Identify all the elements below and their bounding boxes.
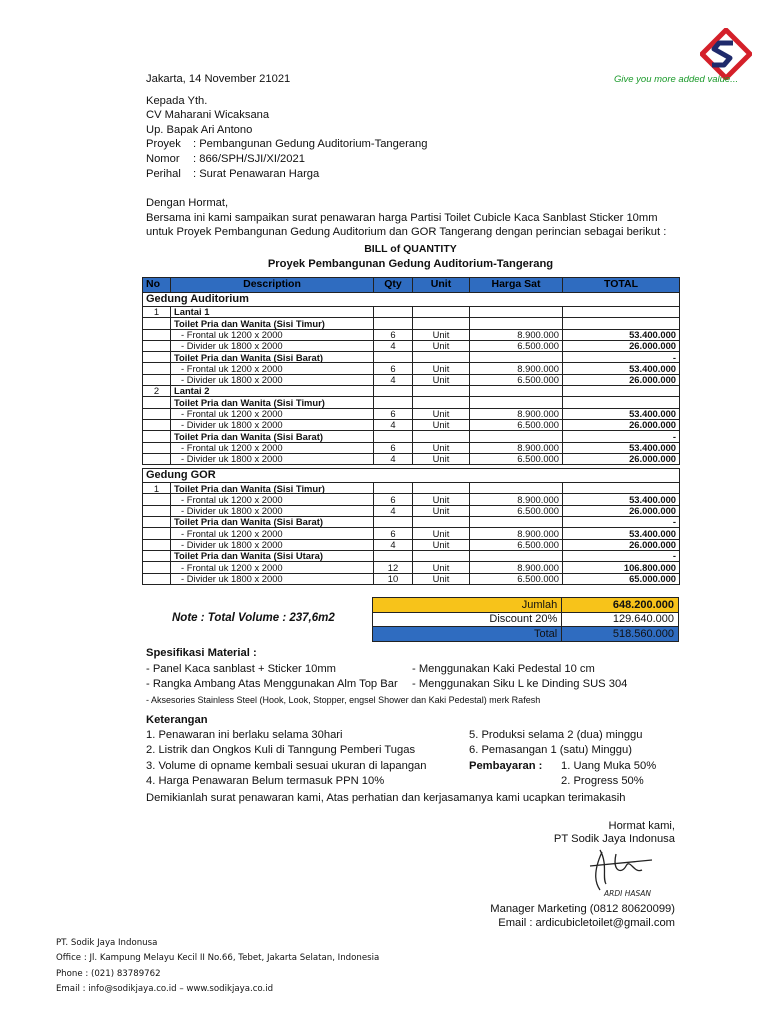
table-row — [143, 528, 680, 539]
table-row — [143, 505, 680, 516]
footer-office: Office : Jl. Kampung Melayu Kecil II No.66, Tebet, Jakarta Selatan, Indonesia — [56, 953, 380, 964]
item-total: 65.000.000 — [563, 573, 680, 584]
item-qty: 6 — [374, 442, 413, 453]
note-item: 2. Listrik dan Ongkos Kuli di Tanngung Pemberi Tugas — [146, 744, 416, 757]
total-cell: - — [563, 352, 680, 363]
total-cell — [563, 483, 680, 494]
item-qty: 12 — [374, 562, 413, 573]
total-label: Total — [373, 627, 562, 642]
qty-cell — [374, 517, 413, 528]
spec-item: - Aksesories Stainless Steel (Hook, Look, Stopper, engsel Shower dan Kaki Pedestal) merk Rafesh — [146, 694, 541, 705]
payment-label: Pembayaran : — [469, 759, 543, 772]
item-unit: Unit — [413, 329, 470, 340]
number-value: : 866/SPH/SJI/XI/2021 — [193, 152, 305, 165]
table-row — [143, 374, 680, 385]
no-cell — [143, 453, 171, 464]
floor-no: 1 — [143, 307, 171, 318]
group-name: Toilet Pria dan Wanita (Sisi Barat) — [171, 431, 374, 442]
item-total: 53.400.000 — [563, 442, 680, 453]
note-item: 3. Volume di opname kembali sesuai ukuran di lapangan — [146, 759, 427, 772]
item-price: 6.500.000 — [470, 374, 563, 385]
no-cell — [143, 442, 171, 453]
boq-title: BILL of QUANTITY — [364, 243, 457, 255]
item-price: 8.900.000 — [470, 528, 563, 539]
qty-cell — [374, 318, 413, 329]
item-desc: - Frontal uk 1200 x 2000 — [171, 408, 374, 419]
group-row — [143, 517, 680, 528]
notes-section — [146, 713, 656, 789]
item-unit: Unit — [413, 340, 470, 351]
notes-title: Keterangan — [146, 714, 208, 726]
unit-cell — [413, 483, 470, 494]
item-qty: 4 — [374, 340, 413, 351]
item-price: 6.500.000 — [470, 539, 563, 550]
table-row — [143, 363, 680, 374]
price-cell — [470, 550, 563, 561]
item-desc: - Frontal uk 1200 x 2000 — [171, 363, 374, 374]
item-qty: 4 — [374, 453, 413, 464]
floor-no: 2 — [143, 386, 171, 397]
no-cell — [143, 374, 171, 385]
table-row — [143, 329, 680, 340]
floor-no — [143, 352, 171, 363]
price-cell — [470, 431, 563, 442]
item-unit: Unit — [413, 419, 470, 430]
notes-left — [146, 728, 469, 789]
price-cell — [470, 352, 563, 363]
total-cell — [563, 318, 680, 329]
footer-company: PT. Sodik Jaya Indonusa — [56, 938, 158, 948]
item-total: 53.400.000 — [563, 363, 680, 374]
letter-header — [146, 72, 427, 181]
payment-item: 1. Uang Muka 50% — [561, 759, 657, 772]
item-total: 106.800.000 — [563, 562, 680, 573]
no-cell — [143, 505, 171, 516]
recipient: CV Maharani Wicaksana — [146, 109, 270, 122]
boq-heading — [143, 242, 678, 271]
footer-phone: Phone : (021) 83789762 — [56, 968, 161, 979]
qty-cell — [374, 483, 413, 494]
jumlah-value: 648.200.000 — [562, 598, 679, 613]
material-spec — [146, 646, 627, 708]
footer — [56, 936, 379, 997]
col-qty: Qty — [374, 278, 413, 293]
item-unit: Unit — [413, 528, 470, 539]
item-desc: - Frontal uk 1200 x 2000 — [171, 329, 374, 340]
item-desc: - Frontal uk 1200 x 2000 — [171, 442, 374, 453]
col-total: TOTAL — [563, 278, 680, 293]
item-qty: 6 — [374, 408, 413, 419]
item-total: 26.000.000 — [563, 374, 680, 385]
unit-cell — [413, 397, 470, 408]
spec-title: Spesifikasi Material : — [146, 647, 257, 659]
boq-body — [143, 293, 680, 585]
qty-cell — [374, 431, 413, 442]
no-cell — [143, 494, 171, 505]
item-desc: - Divider uk 1800 x 2000 — [171, 453, 374, 464]
attention: Up. Bapak Ari Antono — [146, 123, 253, 136]
price-cell — [470, 517, 563, 528]
item-desc: - Divider uk 1800 x 2000 — [171, 419, 374, 430]
qty-cell — [374, 386, 413, 397]
item-qty: 4 — [374, 505, 413, 516]
item-unit: Unit — [413, 573, 470, 584]
price-cell — [470, 307, 563, 318]
item-qty: 6 — [374, 528, 413, 539]
footer-email: Email : info@sodikjaya.co.id – www.sodikjaya.co.id — [56, 983, 274, 994]
total-volume-note: Note : Total Volume : 237,6m2 — [172, 612, 335, 624]
item-total: 26.000.000 — [563, 505, 680, 516]
floor-no: 1 — [143, 483, 171, 494]
jumlah-label: Jumlah — [373, 598, 562, 613]
to-label: Kepada Yth. — [146, 94, 208, 107]
group-name: Toilet Pria dan Wanita (Sisi Timur) — [171, 397, 374, 408]
group-row — [143, 318, 680, 329]
section-name: Gedung Auditorium — [143, 293, 680, 307]
group-name: Toilet Pria dan Wanita (Sisi Barat) — [171, 352, 374, 363]
no-cell — [143, 363, 171, 374]
item-total: 26.000.000 — [563, 340, 680, 351]
item-total: 26.000.000 — [563, 539, 680, 550]
floor-no — [143, 318, 171, 329]
item-total: 26.000.000 — [563, 453, 680, 464]
table-row — [143, 408, 680, 419]
item-total: 53.400.000 — [563, 329, 680, 340]
group-row — [143, 550, 680, 561]
price-cell — [470, 483, 563, 494]
item-total: 26.000.000 — [563, 419, 680, 430]
item-desc: - Frontal uk 1200 x 2000 — [171, 494, 374, 505]
svg-text:ARDI HASAN: ARDI HASAN — [604, 889, 651, 898]
subject-label: Perihal — [146, 167, 181, 180]
total-cell — [563, 386, 680, 397]
closing-text: Demikianlah surat penawaran kami, Atas perhatian dan kerjasamanya kami ucapkan terimakasih — [146, 792, 626, 804]
spec-item: - Menggunakan Siku L ke Dinding SUS 304 — [412, 678, 628, 691]
number-label: Nomor — [146, 152, 180, 165]
signature-image — [582, 844, 672, 900]
price-cell — [470, 397, 563, 408]
boq-table — [142, 277, 680, 585]
table-row — [143, 453, 680, 464]
floor-name: Lantai 2 — [171, 386, 374, 397]
floor-no — [143, 431, 171, 442]
discount-row — [373, 612, 679, 627]
no-cell — [143, 562, 171, 573]
item-unit: Unit — [413, 505, 470, 516]
company-logo — [700, 28, 752, 80]
item-total: 53.400.000 — [563, 528, 680, 539]
item-unit: Unit — [413, 562, 470, 573]
total-row — [373, 627, 679, 642]
item-price: 6.500.000 — [470, 453, 563, 464]
item-unit: Unit — [413, 539, 470, 550]
item-price: 6.500.000 — [470, 419, 563, 430]
total-cell: - — [563, 550, 680, 561]
qty-cell — [374, 307, 413, 318]
price-cell — [470, 318, 563, 329]
item-unit: Unit — [413, 363, 470, 374]
item-desc: - Divider uk 1800 x 2000 — [171, 573, 374, 584]
group-row — [143, 352, 680, 363]
signer-company: PT Sodik Jaya Indonusa — [553, 833, 675, 845]
item-total: 53.400.000 — [563, 408, 680, 419]
spec-item: - Panel Kaca sanblast + Sticker 10mm — [146, 662, 336, 675]
table-row — [143, 539, 680, 550]
item-desc: - Frontal uk 1200 x 2000 — [171, 528, 374, 539]
table-row — [143, 442, 680, 453]
group-name: Toilet Pria dan Wanita (Sisi Timur) — [171, 318, 374, 329]
total-value: 518.560.000 — [562, 627, 679, 642]
group-name: Toilet Pria dan Wanita (Sisi Barat) — [171, 517, 374, 528]
item-total: 53.400.000 — [563, 494, 680, 505]
greeting: Dengan Hormat, — [146, 197, 229, 209]
regards: Hormat kami, — [608, 820, 675, 832]
note-item: 1. Penawaran ini berlaku selama 30hari — [146, 729, 343, 742]
letter-body — [146, 196, 666, 240]
payment-item: 2. Progress 50% — [561, 774, 644, 787]
group-row — [143, 397, 680, 408]
group-name: Toilet Pria dan Wanita (Sisi Timur) — [171, 483, 374, 494]
no-cell — [143, 329, 171, 340]
item-qty: 6 — [374, 494, 413, 505]
item-price: 8.900.000 — [470, 562, 563, 573]
qty-cell — [374, 352, 413, 363]
item-unit: Unit — [413, 453, 470, 464]
item-desc: - Divider uk 1800 x 2000 — [171, 340, 374, 351]
item-qty: 10 — [374, 573, 413, 584]
letter-date: Jakarta, 14 November 21021 — [146, 73, 291, 85]
item-price: 8.900.000 — [470, 363, 563, 374]
floor-no — [143, 517, 171, 528]
boq-header-row — [143, 278, 680, 293]
note-item: 6. Pemasangan 1 (satu) Minggu) — [469, 744, 632, 757]
unit-cell — [413, 517, 470, 528]
floor-no — [143, 397, 171, 408]
floor-name: Lantai 1 — [171, 307, 374, 318]
item-price: 8.900.000 — [470, 494, 563, 505]
manager-role: Manager Marketing (0812 80620099) — [490, 903, 675, 915]
item-unit: Unit — [413, 374, 470, 385]
notes-right — [469, 728, 656, 789]
item-qty: 4 — [374, 374, 413, 385]
item-desc: - Divider uk 1800 x 2000 — [171, 374, 374, 385]
table-row — [143, 419, 680, 430]
item-qty: 4 — [374, 539, 413, 550]
note-item: 5. Produksi selama 2 (dua) minggu — [469, 729, 643, 742]
item-unit: Unit — [413, 408, 470, 419]
project-value: : Pembangunan Gedung Auditorium-Tangerang — [193, 138, 428, 151]
item-qty: 6 — [374, 329, 413, 340]
section-row — [143, 469, 680, 483]
no-cell — [143, 573, 171, 584]
item-qty: 6 — [374, 363, 413, 374]
body-line-1: Bersama ini kami sampaikan surat penawaran harga Partisi Toilet Cubicle Kaca Sanblast Sticker 10mm — [146, 211, 658, 224]
total-cell: - — [563, 517, 680, 528]
note-item: 4. Harga Penawaran Belum termasuk PPN 10% — [146, 774, 385, 787]
table-row — [143, 340, 680, 351]
section-name: Gedung GOR — [143, 469, 680, 483]
item-price: 8.900.000 — [470, 442, 563, 453]
floor-row — [143, 307, 680, 318]
unit-cell — [413, 550, 470, 561]
item-price: 6.500.000 — [470, 573, 563, 584]
group-name: Toilet Pria dan Wanita (Sisi Utara) — [171, 550, 374, 561]
qty-cell — [374, 550, 413, 561]
discount-value: 129.640.000 — [562, 612, 679, 627]
qty-cell — [374, 397, 413, 408]
table-row — [143, 494, 680, 505]
item-price: 8.900.000 — [470, 408, 563, 419]
group-row — [143, 483, 680, 494]
no-cell — [143, 419, 171, 430]
manager-block — [490, 902, 675, 930]
boq-subtitle: Proyek Pembangunan Gedung Auditorium-Tangerang — [267, 257, 554, 270]
total-cell — [563, 397, 680, 408]
item-price: 6.500.000 — [470, 505, 563, 516]
subject-value: : Surat Penawaran Harga — [193, 167, 320, 180]
col-unit: Unit — [413, 278, 470, 293]
price-cell — [470, 386, 563, 397]
body-line-2: untuk Proyek Pembangunan Gedung Auditorium dan GOR Tangerang dengan perincian sebagai berikut : — [146, 226, 667, 239]
group-row — [143, 431, 680, 442]
col-no: No — [143, 278, 171, 293]
item-qty: 4 — [374, 419, 413, 430]
jumlah-row — [373, 598, 679, 613]
no-cell — [143, 539, 171, 550]
unit-cell — [413, 431, 470, 442]
total-cell — [563, 307, 680, 318]
item-unit: Unit — [413, 494, 470, 505]
no-cell — [143, 528, 171, 539]
table-row — [143, 573, 680, 584]
company-tagline: Give you more added value... — [614, 74, 739, 85]
no-cell — [143, 340, 171, 351]
signature-block — [554, 820, 675, 846]
col-description: Description — [171, 278, 374, 293]
discount-label: Discount 20% — [373, 612, 562, 627]
total-cell: - — [563, 431, 680, 442]
table-row — [143, 562, 680, 573]
section-row — [143, 293, 680, 307]
item-desc: - Frontal uk 1200 x 2000 — [171, 562, 374, 573]
spec-item: - Menggunakan Kaki Pedestal 10 cm — [412, 662, 595, 675]
col-price: Harga Sat — [470, 278, 563, 293]
item-price: 6.500.000 — [470, 340, 563, 351]
manager-email: Email : ardicubicletoilet@gmail.com — [498, 917, 675, 929]
floor-row — [143, 386, 680, 397]
item-desc: - Divider uk 1800 x 2000 — [171, 539, 374, 550]
unit-cell — [413, 318, 470, 329]
item-unit: Unit — [413, 442, 470, 453]
item-desc: - Divider uk 1800 x 2000 — [171, 505, 374, 516]
project-label: Proyek — [146, 138, 181, 151]
unit-cell — [413, 352, 470, 363]
no-cell — [143, 408, 171, 419]
unit-cell — [413, 386, 470, 397]
unit-cell — [413, 307, 470, 318]
totals-table — [372, 597, 679, 642]
floor-no — [143, 550, 171, 561]
spec-item: - Rangka Ambang Atas Menggunakan Alm Top Bar — [146, 678, 398, 691]
item-price: 8.900.000 — [470, 329, 563, 340]
